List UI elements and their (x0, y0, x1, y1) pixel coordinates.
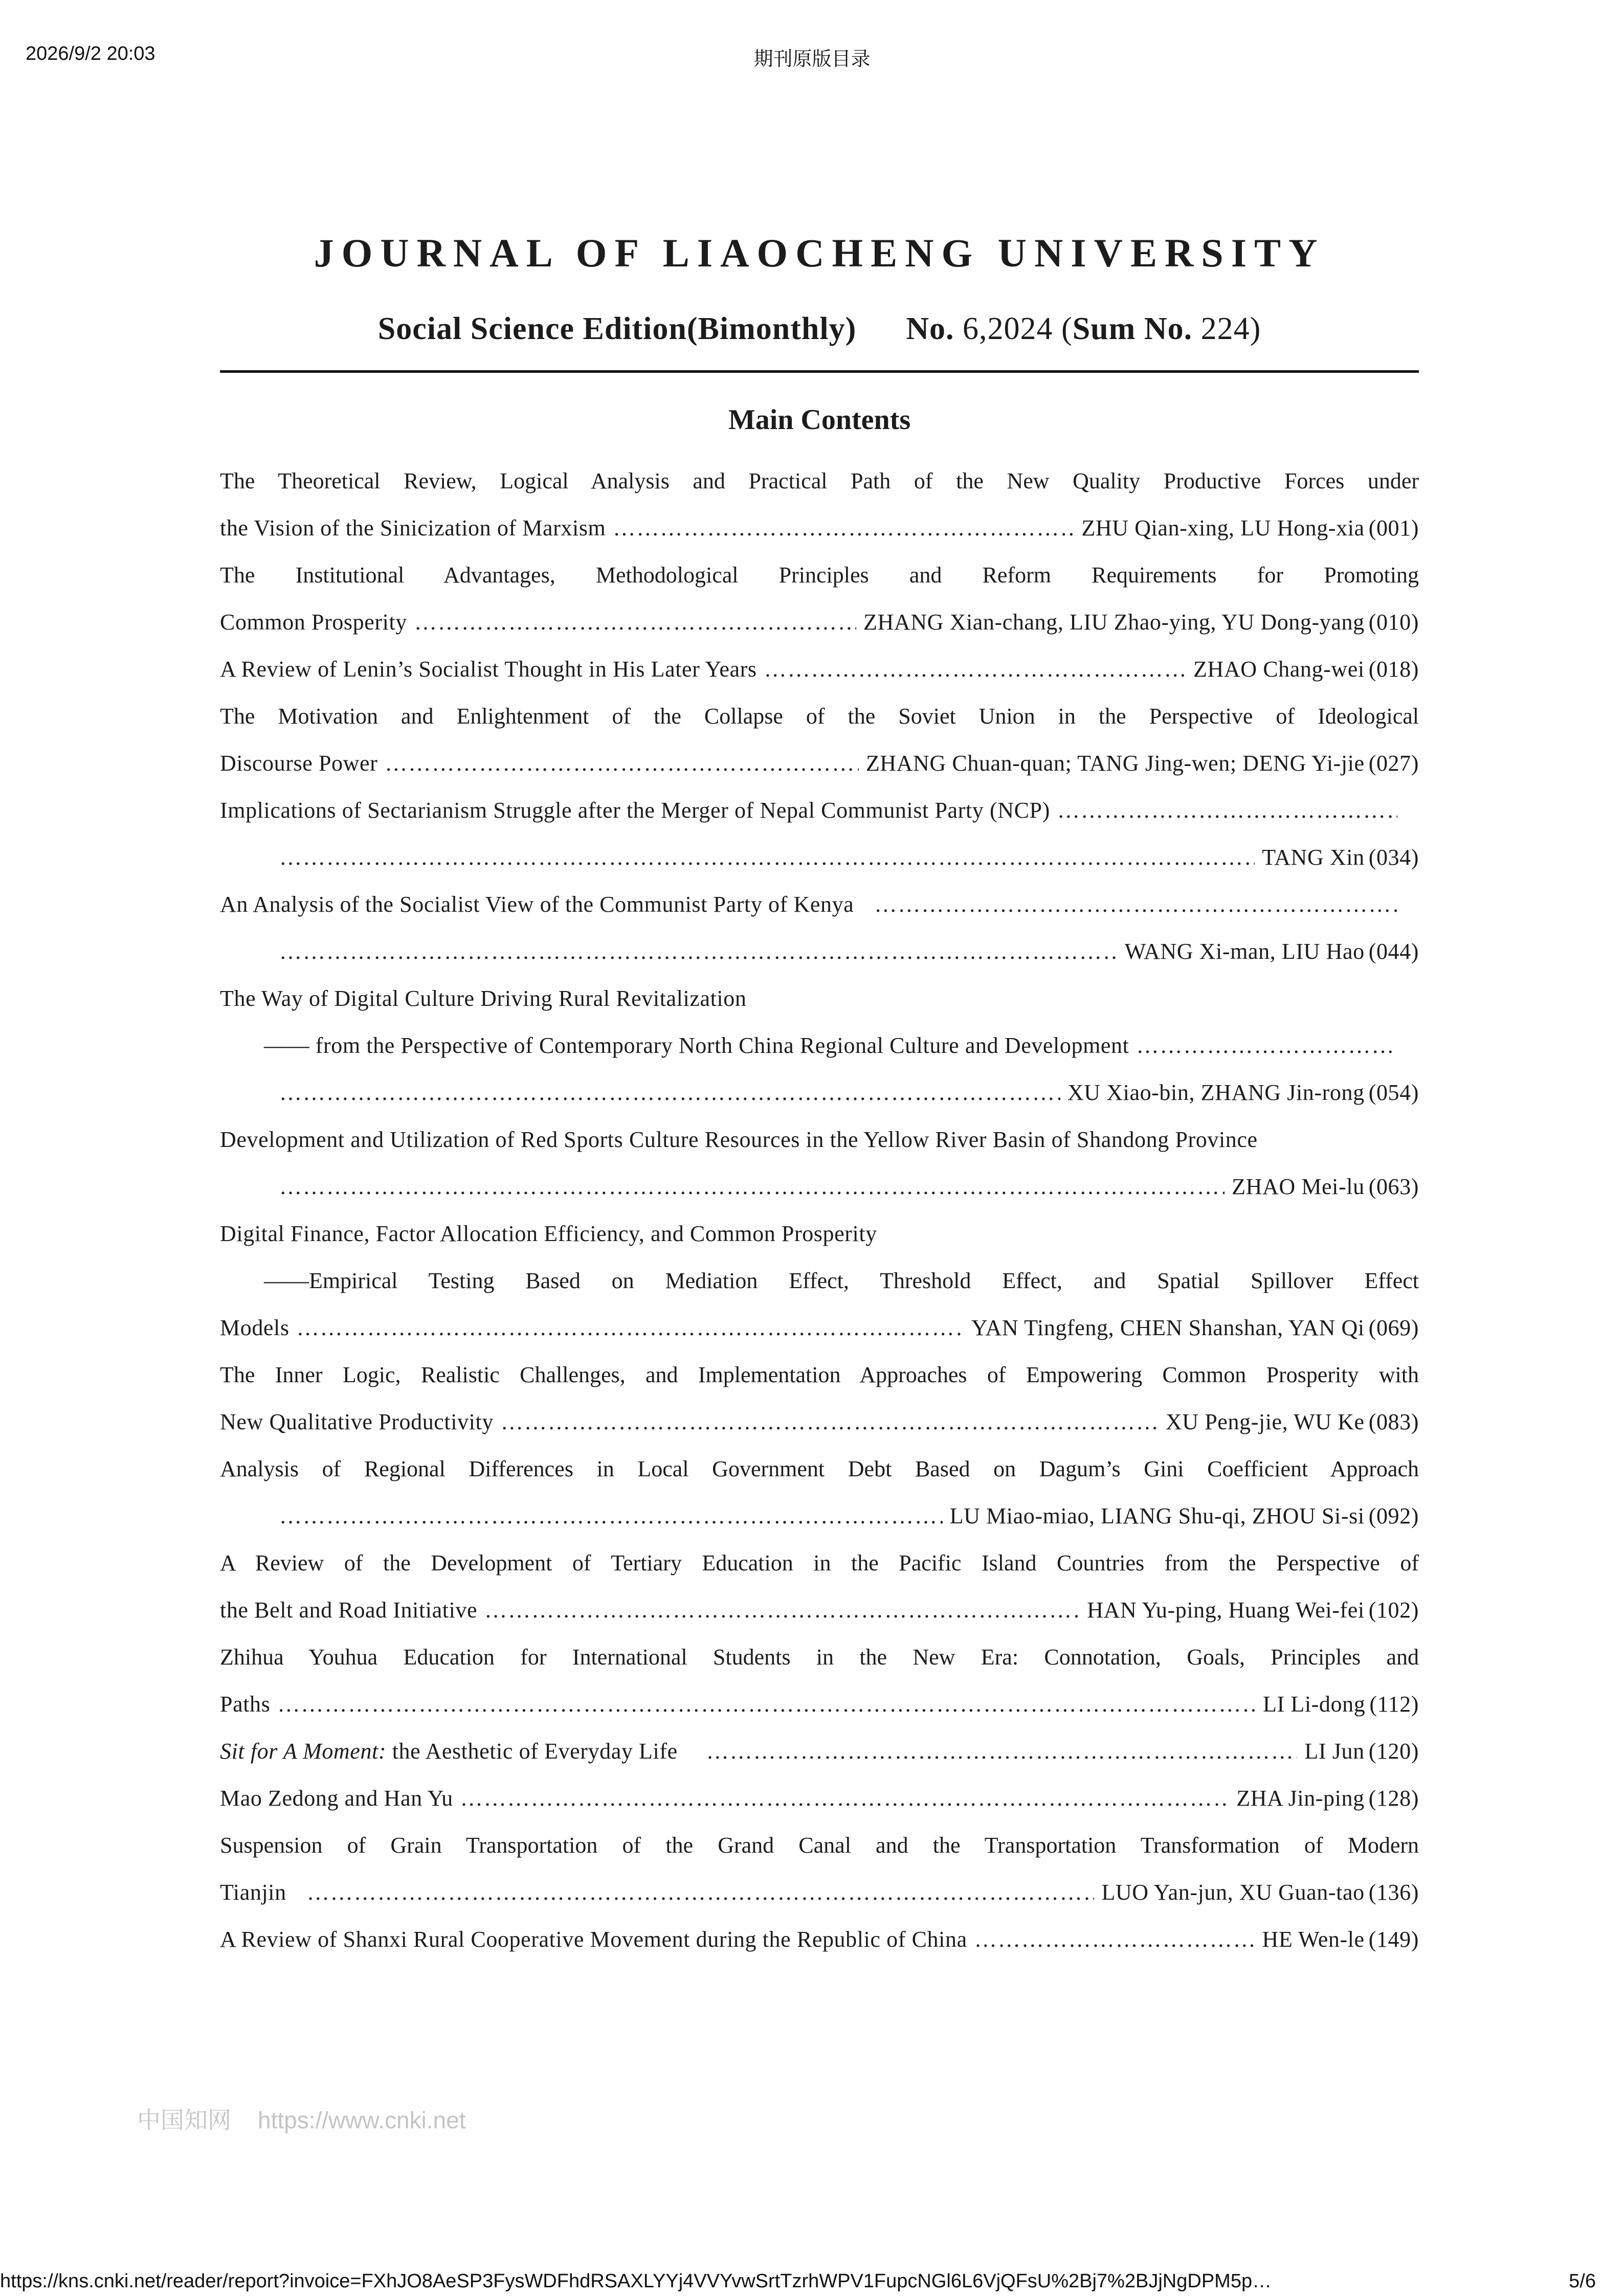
toc-page: (083) (1368, 1409, 1419, 1434)
cnki-watermark (137, 2102, 466, 2135)
toc-entry (220, 1399, 1419, 1446)
toc-title: Implications of Sectarianism Struggle after the Merger of Nepal Communist Party (NCP) (220, 798, 1050, 823)
toc-entry (220, 1916, 1419, 1963)
dot-leader (279, 928, 1118, 975)
table-of-contents (220, 458, 1419, 1963)
toc-page: (136) (1368, 1880, 1419, 1905)
contents-heading: Main Contents (728, 404, 911, 436)
toc-authors: LI Li-dong (1263, 1692, 1366, 1717)
issue-line (220, 306, 1419, 352)
toc-page: (069) (1368, 1315, 1419, 1340)
toc-page: (128) (1368, 1786, 1419, 1811)
print-datetime: 2026/9/2 20:03 (26, 43, 155, 64)
toc-title: Models (220, 1315, 290, 1340)
toc-title: Paths (220, 1692, 271, 1717)
dot-leader (279, 834, 1255, 881)
toc-page: (102) (1368, 1597, 1419, 1623)
toc-title-rest: the Aesthetic of Everyday Life (386, 1739, 678, 1764)
dot-leader (1136, 1022, 1397, 1069)
toc-entry (220, 787, 1419, 834)
toc-authors: WANG Xi-man, LIU Hao (1124, 939, 1365, 964)
toc-entry (220, 1493, 1419, 1540)
watermark-url: https://www.cnki.net (258, 2107, 466, 2133)
dot-leader (501, 1399, 1159, 1446)
toc-line: Suspension of Grain Transportation of the Grand Canal and the Transportation Transformation of Modern (220, 1833, 1419, 1858)
sum-open: ( (1061, 311, 1073, 346)
toc-entry (220, 505, 1419, 552)
toc-authors: ZHA Jin-ping (1236, 1786, 1365, 1811)
watermark-name: 中国知网 (137, 2107, 231, 2133)
print-url: https://kns.cnki.net/reader/report?invoice=FXhJO8AeSP3FysWDFhdRSAXLYYj4VVYvwSrtTzrhWPV1FupcNGl6L6VjQFsU%2Bj7%2BJjNgDPM5p… (0, 2270, 1272, 2292)
toc-page: (063) (1368, 1174, 1419, 1199)
dot-leader (706, 1728, 1298, 1775)
toc-entry (220, 975, 1419, 1022)
print-header (0, 0, 1624, 77)
sum-no-value: 224) (1200, 311, 1261, 346)
toc-entry (220, 1304, 1419, 1352)
toc-page: (027) (1368, 751, 1419, 776)
toc-title: A Review of Lenin’s Socialist Thought in His Later Years (220, 657, 757, 682)
toc-title: Digital Finance, Factor Allocation Efficiency, and Common Prosperity (220, 1221, 877, 1246)
issue-no-value: 6,2024 (963, 311, 1053, 346)
toc-entry (220, 1775, 1419, 1822)
header-rule (220, 370, 1419, 373)
toc-authors: ZHANG Chuan-quan; TANG Jing-wen; DENG Yi-jie (865, 751, 1365, 776)
toc-authors: XU Peng-jie, WU Ke (1165, 1409, 1365, 1434)
journal-title: JOURNAL OF LIAOCHENG UNIVERSITY (314, 231, 1325, 275)
toc-page: (120) (1368, 1739, 1419, 1764)
dot-leader (484, 1587, 1080, 1634)
toc-title: Mao Zedong and Han Yu (220, 1786, 453, 1811)
toc-page: (112) (1369, 1692, 1419, 1717)
toc-authors: HAN Yu-ping, Huang Wei-fei (1087, 1597, 1365, 1623)
toc-title: Development and Utilization of Red Sports Culture Resources in the Yellow River Basin of Shandong Province (220, 1127, 1258, 1152)
toc-page: (001) (1368, 515, 1419, 541)
toc-entry (220, 1069, 1419, 1116)
toc-subtitle: —— from the Perspective of Contemporary North China Regional Culture and Development (264, 1033, 1129, 1058)
toc-title: An Analysis of the Socialist View of the Communist Party of Kenya (220, 892, 854, 917)
toc-title: A Review of Shanxi Rural Cooperative Movement during the Republic of China (220, 1927, 967, 1952)
toc-entry (220, 1681, 1419, 1728)
dot-leader (874, 881, 1397, 928)
toc-authors: XU Xiao-bin, ZHANG Jin-rong (1067, 1080, 1365, 1105)
edition-label: Social Science Edition(Bimonthly) (377, 311, 857, 346)
toc-authors: TANG Xin (1262, 845, 1365, 870)
toc-entry (220, 834, 1419, 881)
toc-entry (220, 928, 1419, 975)
toc-page: (149) (1368, 1927, 1419, 1952)
toc-title: Discourse Power (220, 751, 378, 776)
dot-leader (279, 1069, 1060, 1116)
toc-page: (010) (1368, 610, 1419, 635)
dot-leader (307, 1869, 1095, 1916)
toc-entry (220, 740, 1419, 787)
toc-line: A Review of the Development of Tertiary Education in the Pacific Island Countries from the Perspective of (220, 1550, 1419, 1575)
dot-leader (974, 1916, 1255, 1963)
dot-leader (385, 740, 858, 787)
issue-no-label: No. (906, 311, 954, 346)
toc-entry (220, 1869, 1419, 1916)
dot-leader (277, 1681, 1256, 1728)
toc-authors: ZHANG Xian-chang, LIU Zhao-ying, YU Dong-yang (863, 610, 1365, 635)
toc-authors: LI Jun (1304, 1739, 1365, 1764)
toc-entry (220, 1116, 1419, 1163)
toc-title: the Vision of the Sinicization of Marxism (220, 515, 606, 541)
print-page-title: 期刊原版目录 (753, 49, 871, 70)
toc-authors: ZHAO Mei-lu (1232, 1174, 1365, 1199)
toc-entry (220, 1587, 1419, 1634)
toc-authors: ZHAO Chang-wei (1193, 657, 1365, 682)
toc-title: New Qualitative Productivity (220, 1409, 494, 1434)
toc-line: The Institutional Advantages, Methodological Principles and Reform Requirements for Promoting (220, 562, 1419, 588)
dot-leader (460, 1775, 1229, 1822)
toc-entry (220, 1163, 1419, 1210)
toc-entry (220, 881, 1419, 928)
print-footer (0, 2270, 1624, 2296)
dot-leader (613, 505, 1074, 552)
toc-page: (092) (1368, 1503, 1419, 1528)
toc-page: (034) (1368, 845, 1419, 870)
toc-title: Tianjin (220, 1880, 286, 1905)
toc-page: (044) (1368, 939, 1419, 964)
toc-title (220, 1728, 678, 1775)
toc-entry (220, 1210, 1419, 1257)
toc-authors: HE Wen-le (1262, 1927, 1365, 1952)
toc-authors: YAN Tingfeng, CHEN Shanshan, YAN Qi (971, 1315, 1365, 1340)
toc-line: Analysis of Regional Differences in Local Government Debt Based on Dagum’s Gini Coefficient Approach (220, 1456, 1419, 1481)
toc-entry (220, 1022, 1419, 1069)
toc-title-italic: Sit for A Moment: (220, 1739, 387, 1764)
toc-line: The Inner Logic, Realistic Challenges, and Implementation Approaches of Empowering Common Prosperity with (220, 1362, 1419, 1387)
dot-leader (297, 1304, 964, 1352)
dot-leader (764, 646, 1186, 693)
toc-title: the Belt and Road Initiative (220, 1597, 478, 1623)
dot-leader (1057, 787, 1397, 834)
toc-authors: LU Miao-miao, LIANG Shu-qi, ZHOU Si-si (949, 1503, 1365, 1528)
dot-leader (279, 1163, 1225, 1210)
contents-page (220, 225, 1419, 1963)
toc-entry (220, 1728, 1419, 1775)
toc-authors: LUO Yan-jun, XU Guan-tao (1101, 1880, 1365, 1905)
sum-no-label: Sum No. (1072, 311, 1193, 346)
toc-entry (220, 599, 1419, 646)
dot-leader (279, 1493, 943, 1540)
toc-line: The Theoretical Review, Logical Analysis and Practical Path of the New Quality Productive Forces under (220, 468, 1419, 493)
toc-title: Common Prosperity (220, 610, 407, 635)
toc-line: Zhihua Youhua Education for International Students in the New Era: Connotation, Goals, Principles and (220, 1645, 1419, 1670)
toc-subtitle: ——Empirical Testing Based on Mediation Effect, Threshold Effect, and Spatial Spillover Effect (264, 1268, 1419, 1293)
toc-page: (018) (1368, 657, 1419, 682)
toc-authors: ZHU Qian-xing, LU Hong-xia (1081, 515, 1365, 541)
toc-title: The Way of Digital Culture Driving Rural Revitalization (220, 986, 747, 1011)
toc-page: (054) (1368, 1080, 1419, 1105)
toc-entry (220, 646, 1419, 693)
toc-line: The Motivation and Enlightenment of the Collapse of the Soviet Union in the Perspective of Ideological (220, 704, 1419, 729)
print-page-indicator: 5/6 (1569, 2270, 1596, 2292)
dot-leader (414, 599, 856, 646)
